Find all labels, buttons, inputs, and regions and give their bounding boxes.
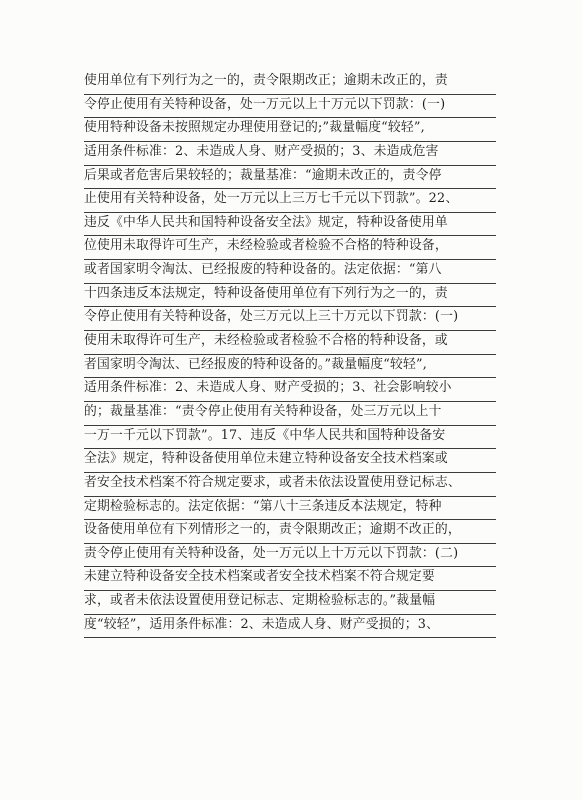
- text-line: 后果或者危害后果较轻的；裁量基准：“逾期未改正的，责令停: [84, 166, 496, 190]
- text-line: 的；裁量基准：“责令停止使用有关特种设备，处三万元以上十: [84, 402, 496, 426]
- text-line: 未建立特种设备安全技术档案或者安全技术档案不符合规定要: [84, 567, 496, 591]
- text-line: 求，或者未依法设置使用登记标志、定期检验标志的。”裁量幅: [84, 591, 496, 615]
- text-line: 设备使用单位有下列情形之一的，责令限期改正；逾期不改正的，: [84, 520, 496, 544]
- text-line: 一万一千元以下罚款”。17、违反《中华人民共和国特种设备安: [84, 426, 496, 450]
- text-line: 者国家明令淘汰、已经报废的特种设备的。”裁量幅度“较轻”,: [84, 355, 496, 379]
- text-line: 定期检验标志的。法定依据：“第八十三条违反本法规定，特种: [84, 497, 496, 521]
- document-body: [84, 71, 496, 638]
- text-line: 止使用有关特种设备，处一万元以上三万七千元以下罚款”。22、: [84, 189, 496, 213]
- text-line: 适用条件标准：2、未造成人身、财产受损的；3、社会影响较小: [84, 378, 496, 402]
- text-line: 使用特种设备未按照规定办理使用登记的;”裁量幅度“较轻”,: [84, 118, 496, 142]
- text-line: 位使用未取得许可生产，未经检验或者检验不合格的特种设备，: [84, 236, 496, 260]
- text-line: 令停止使用有关特种设备，处一万元以上十万元以下罚款：(一): [84, 95, 496, 119]
- text-line: 使用单位有下列行为之一的，责令限期改正；逾期未改正的，责: [84, 71, 496, 95]
- text-line: 度“较轻”，适用条件标准：2、未造成人身、财产受损的；3、: [84, 615, 496, 639]
- text-line: 或者国家明令淘汰、已经报废的特种设备的。法定依据：“第八: [84, 260, 496, 284]
- text-line: 适用条件标准：2、未造成人身、财产受损的；3、未造成危害: [84, 142, 496, 166]
- text-line: 全法》规定，特种设备使用单位未建立特种设备安全技术档案或: [84, 449, 496, 473]
- text-line: 使用未取得许可生产，未经检验或者检验不合格的特种设备，或: [84, 331, 496, 355]
- text-line: 违反《中华人民共和国特种设备安全法》规定，特种设备使用单: [84, 213, 496, 237]
- text-line: 者安全技术档案不符合规定要求，或者未依法设置使用登记标志、: [84, 473, 496, 497]
- text-line: 十四条违反本法规定，特种设备使用单位有下列行为之一的，责: [84, 284, 496, 308]
- text-line: 令停止使用有关特种设备，处三万元以上三十万元以下罚款：(一): [84, 307, 496, 331]
- text-line: 责令停止使用有关特种设备，处一万元以上十万元以下罚款：(二): [84, 544, 496, 568]
